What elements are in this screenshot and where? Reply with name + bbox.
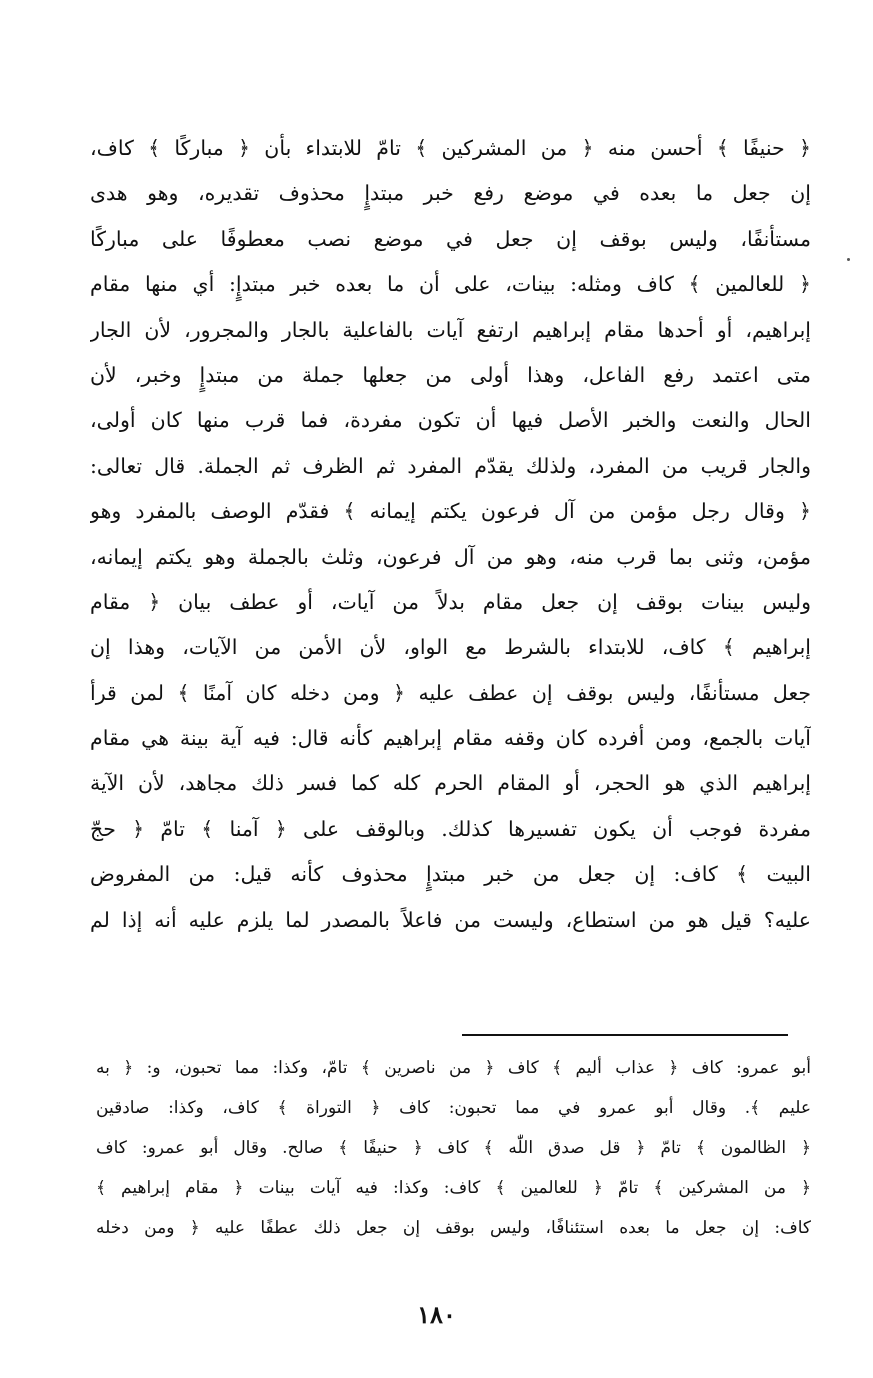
main-text-line: الحال والنعت والخبر الأصل فيها أن تكون مفردة، فما قرب منها كان أولى، [90, 408, 811, 433]
main-text-line: متى اعتمد رفع الفاعل، وهذا أولى من جعلها جملة من مبتدإٍ وخبر، لأن [90, 362, 811, 387]
main-text-line: إبراهيم ﴾ كاف، للابتداء بالشرط مع الواو، لأن الأمن من الآيات، وهذا إن [90, 635, 811, 660]
main-text-line: جعل مستأنفًا، وليس بوقف إن عطف عليه ﴿ ومن دخله كان آمنًا ﴾ لمن قرأ [90, 680, 811, 705]
main-text-line: مستأنفًا، وليس بوقف إن جعل في موضع نصب معطوفًا على مباركًا [90, 226, 811, 251]
main-text-line: وليس بينات بوقف إن جعل مقام بدلاً من آيات، أو عطف بيان ﴿ مقام [90, 589, 811, 614]
footnote-line: ﴿ الظالمون ﴾ تامّ ﴿ قل صدق اللّٰه ﴾ كاف ﴿ حنيفًا ﴾ صالح. وقال أبو عمرو: كاف [96, 1138, 811, 1158]
footnote-line: كاف: إن جعل ما بعده استئنافًا، وليس بوقف إن جعل ذلك عطفًا عليه ﴿ ومن دخله [96, 1218, 811, 1238]
main-text-block [90, 126, 811, 943]
main-text-line: آيات بالجمع، ومن أفرده كان وقفه مقام إبراهيم كأنه قال: فيه آية بينة هي مقام [90, 726, 811, 751]
main-text-line: إن جعل ما بعده في موضع رفع خبر مبتدإٍ محذوف تقديره، وهو هدى [90, 181, 811, 206]
main-text-line: ﴿ وقال رجل مؤمن من آل فرعون يكتم إيمانه ﴾ فقدّم الوصف بالمفرد وهو [90, 499, 811, 524]
main-text-line: مفردة فوجب أن يكون تفسيرها كذلك. وبالوقف على ﴿ آمنا ﴾ تامّ ﴿ حجّ [90, 816, 811, 841]
page-number: ١٨٠ [417, 1300, 456, 1329]
main-text-line: عليه؟ قيل هو من استطاع، وليست من فاعلاً بالمصدر لما يلزم عليه أنه إذا لم [90, 907, 811, 932]
footnote-line: ﴿ من المشركين ﴾ تامّ ﴿ للعالمين ﴾ كاف: وكذا: فيه آيات بينات ﴿ مقام إبراهيم ﴾ [96, 1178, 811, 1198]
main-text-line: إبراهيم، أو أحدها مقام إبراهيم ارتفع آيات بالفاعلية بالجار والمجرور، لأن الجار [90, 317, 811, 342]
main-text-line: والجار قريب من المفرد، ولذلك يقدّم المفرد ثم الظرف ثم الجملة. قال تعالى: [90, 453, 811, 478]
footnote-divider [462, 1034, 788, 1036]
footnotes-block [96, 1048, 811, 1248]
main-text-line: ﴿ حنيفًا ﴾ أحسن منه ﴿ من المشركين ﴾ تامّ للابتداء بأن ﴿ مباركًا ﴾ كاف، [90, 136, 811, 160]
stray-ink-mark [847, 258, 850, 261]
main-text-line: إبراهيم الذي هو الحجر، أو المقام الحرم كله كما فسر ذلك مجاهد، لأن الآية [90, 771, 811, 796]
footnote-line: أبو عمرو: كاف ﴿ عذاب أليم ﴾ كاف ﴿ من ناصرين ﴾ تامّ، وكذا: مما تحبون، و: ﴿ به [96, 1058, 811, 1078]
footnote-line: عليم ﴾. وقال أبو عمرو في مما تحبون: كاف ﴿ التوراة ﴾ كاف، وكذا: صادقين [96, 1098, 811, 1118]
main-text-line: البيت ﴾ كاف: إن جعل من خبر مبتدإٍ محذوف كأنه قيل: من المفروض [90, 862, 811, 887]
main-text-line: ﴿ للعالمين ﴾ كاف ومثله: بينات، على أن ما بعده خبر مبتدإٍ: أي منها مقام [90, 272, 811, 297]
main-text-line: مؤمن، وثنى بما قرب منه، وهو من آل فرعون، وثلث بالجملة وهو يكتم إيمانه، [90, 544, 811, 569]
